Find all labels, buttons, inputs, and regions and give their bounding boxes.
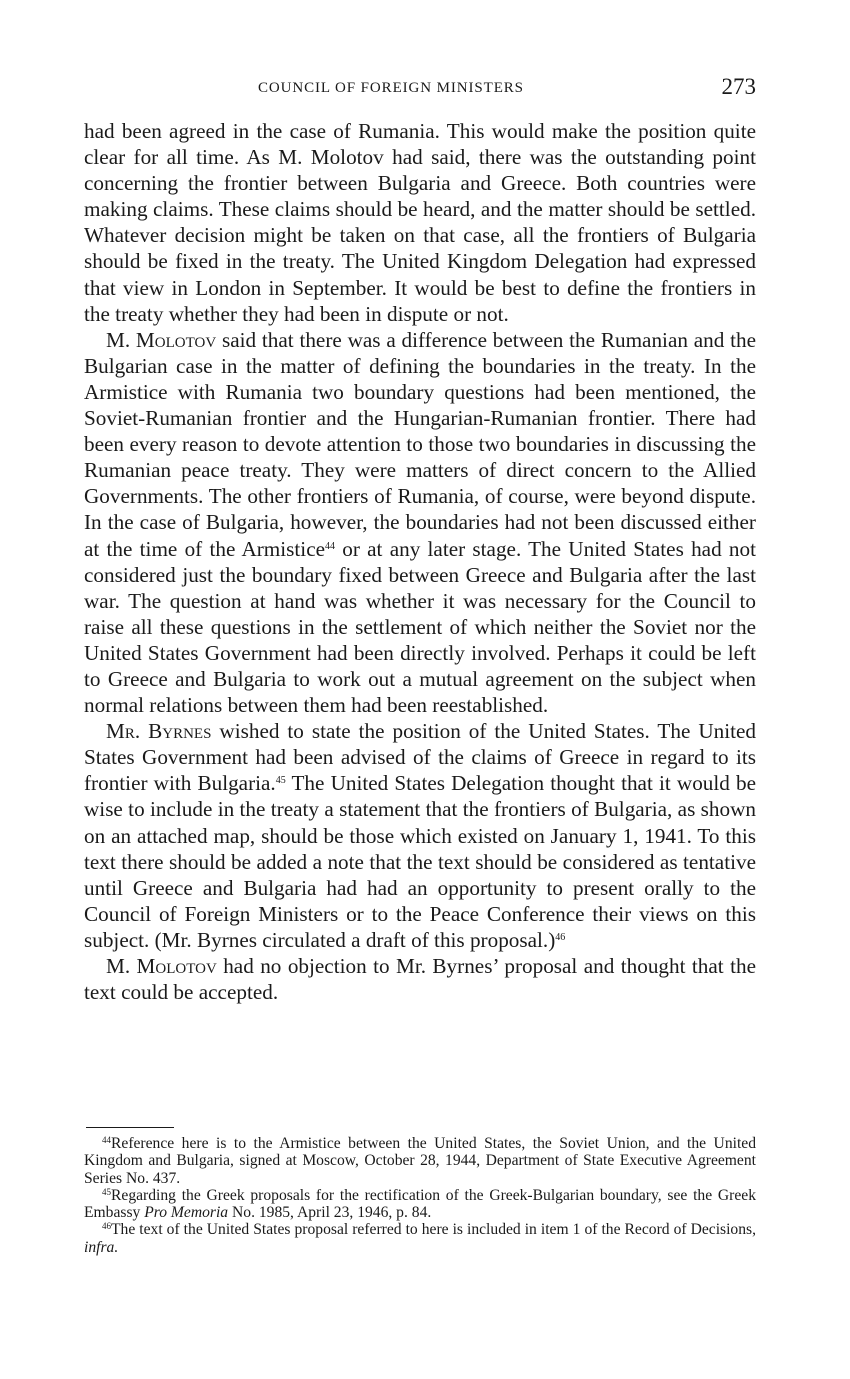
paragraph: Mr. Byrnes wished to state the position of the United States. The United States Government had been advised of the claims of Greece in regard to its frontier with Bulgaria.$^{45}$ The United States Delegation thought that it would be wise to include in the treaty a statement that the frontiers of Bulgaria, as shown on an attached map, should be those which existed on January 1, 1941. To this text there should be added a note that the text should be considered as tentative until Greece and Bulgaria had had an opportunity to present orally to the Council of Foreign Ministers or to the Peace Conference their views on this subject. (Mr. Byrnes circulated a draft of this proposal.)$^{46}$ [84, 719, 757, 952]
page-header [84, 74, 756, 104]
footnote-number: 44 [102, 1135, 111, 1145]
speaker-name: M. Molotov [106, 954, 217, 978]
speaker-name: M. Molotov [106, 327, 217, 352]
footnote-divider [86, 1127, 174, 1128]
body-text [84, 118, 756, 1005]
footnote: $^{44}$Reference here is to the Armistice between the United States, the Soviet Union, and the United Kingdom and Bulgaria, signed at Moscow, October 28, 1944, Department of State Executive Agreement Series No. 437. [84, 1135, 756, 1187]
paragraph: M. Molotov had no objection to Mr. Byrnes’ proposal and thought that the text could be accepted. [84, 954, 756, 1005]
page-number: 273 [721, 74, 756, 99]
footnote-reference[interactable]: 45 [275, 775, 286, 787]
running-title: COUNCIL OF FOREIGN MINISTERS [258, 80, 524, 96]
paragraph: had been agreed in the case of Rumania. This would make the position quite clear for all time. As M. Molotov had said, there was the outstanding point concerning the frontier between Bulgaria and Greece. Both countries were making claims. These claims should be heard, and the matter should be settled. Whatever decision might be taken on that case, all the frontiers of Bulgaria should be fixed in the treaty. The United Kingdom Delegation had expressed that view in London in September. It would be best to define the frontiers in the treaty whether they had been in dispute or not. [84, 119, 756, 326]
footnote-reference[interactable]: 46 [555, 931, 566, 943]
footnote-number: 45 [102, 1186, 111, 1197]
speaker-name: Mr. Byrnes [106, 719, 212, 744]
footnote-reference[interactable]: 44 [325, 540, 335, 552]
footnote: $^{45}$Regarding the Greek proposals for the rectification of the Greek-Bulgarian boundary, see the Greek Embassy Pro Memoria No. 1985, April 23, 1946, p. 84. [84, 1186, 756, 1222]
footnote: $^{46}$The text of the United States proposal referred to here is included in item 1 of the Record of Decisions, infra. [84, 1221, 756, 1256]
paragraph: M. Molotov said that there was a difference between the Rumanian and the Bulgarian case in the matter of defining the boundaries in the treaty. In the Armistice with Rumania two boundary questions had been mentioned, the Soviet-Rumanian frontier and the Hungarian-Rumanian frontier. There had been every reason to devote attention to those two boundaries in discussing the Rumanian peace treaty. They were matters of direct concern to the Allied Governments. The other frontiers of Rumania, of course, were beyond dispute. In the case of Bulgaria, however, the boundaries had not been discussed either at the time of the Armistice$^{44}$ or at any later stage. The United States had not considered just the boundary fixed between Greece and Bulgaria after the last war. The question at hand was whether it was necessary for the Council to raise all these questions in the settlement of which neither the Soviet nor the United States Government had been directly involved. Perhaps it could be left to Greece and Bulgaria to work out a mutual agreement on the subject when normal relations between them had been reestablished. [84, 327, 757, 718]
footnotes [84, 1135, 756, 1256]
footnote-number: 46 [102, 1221, 111, 1232]
